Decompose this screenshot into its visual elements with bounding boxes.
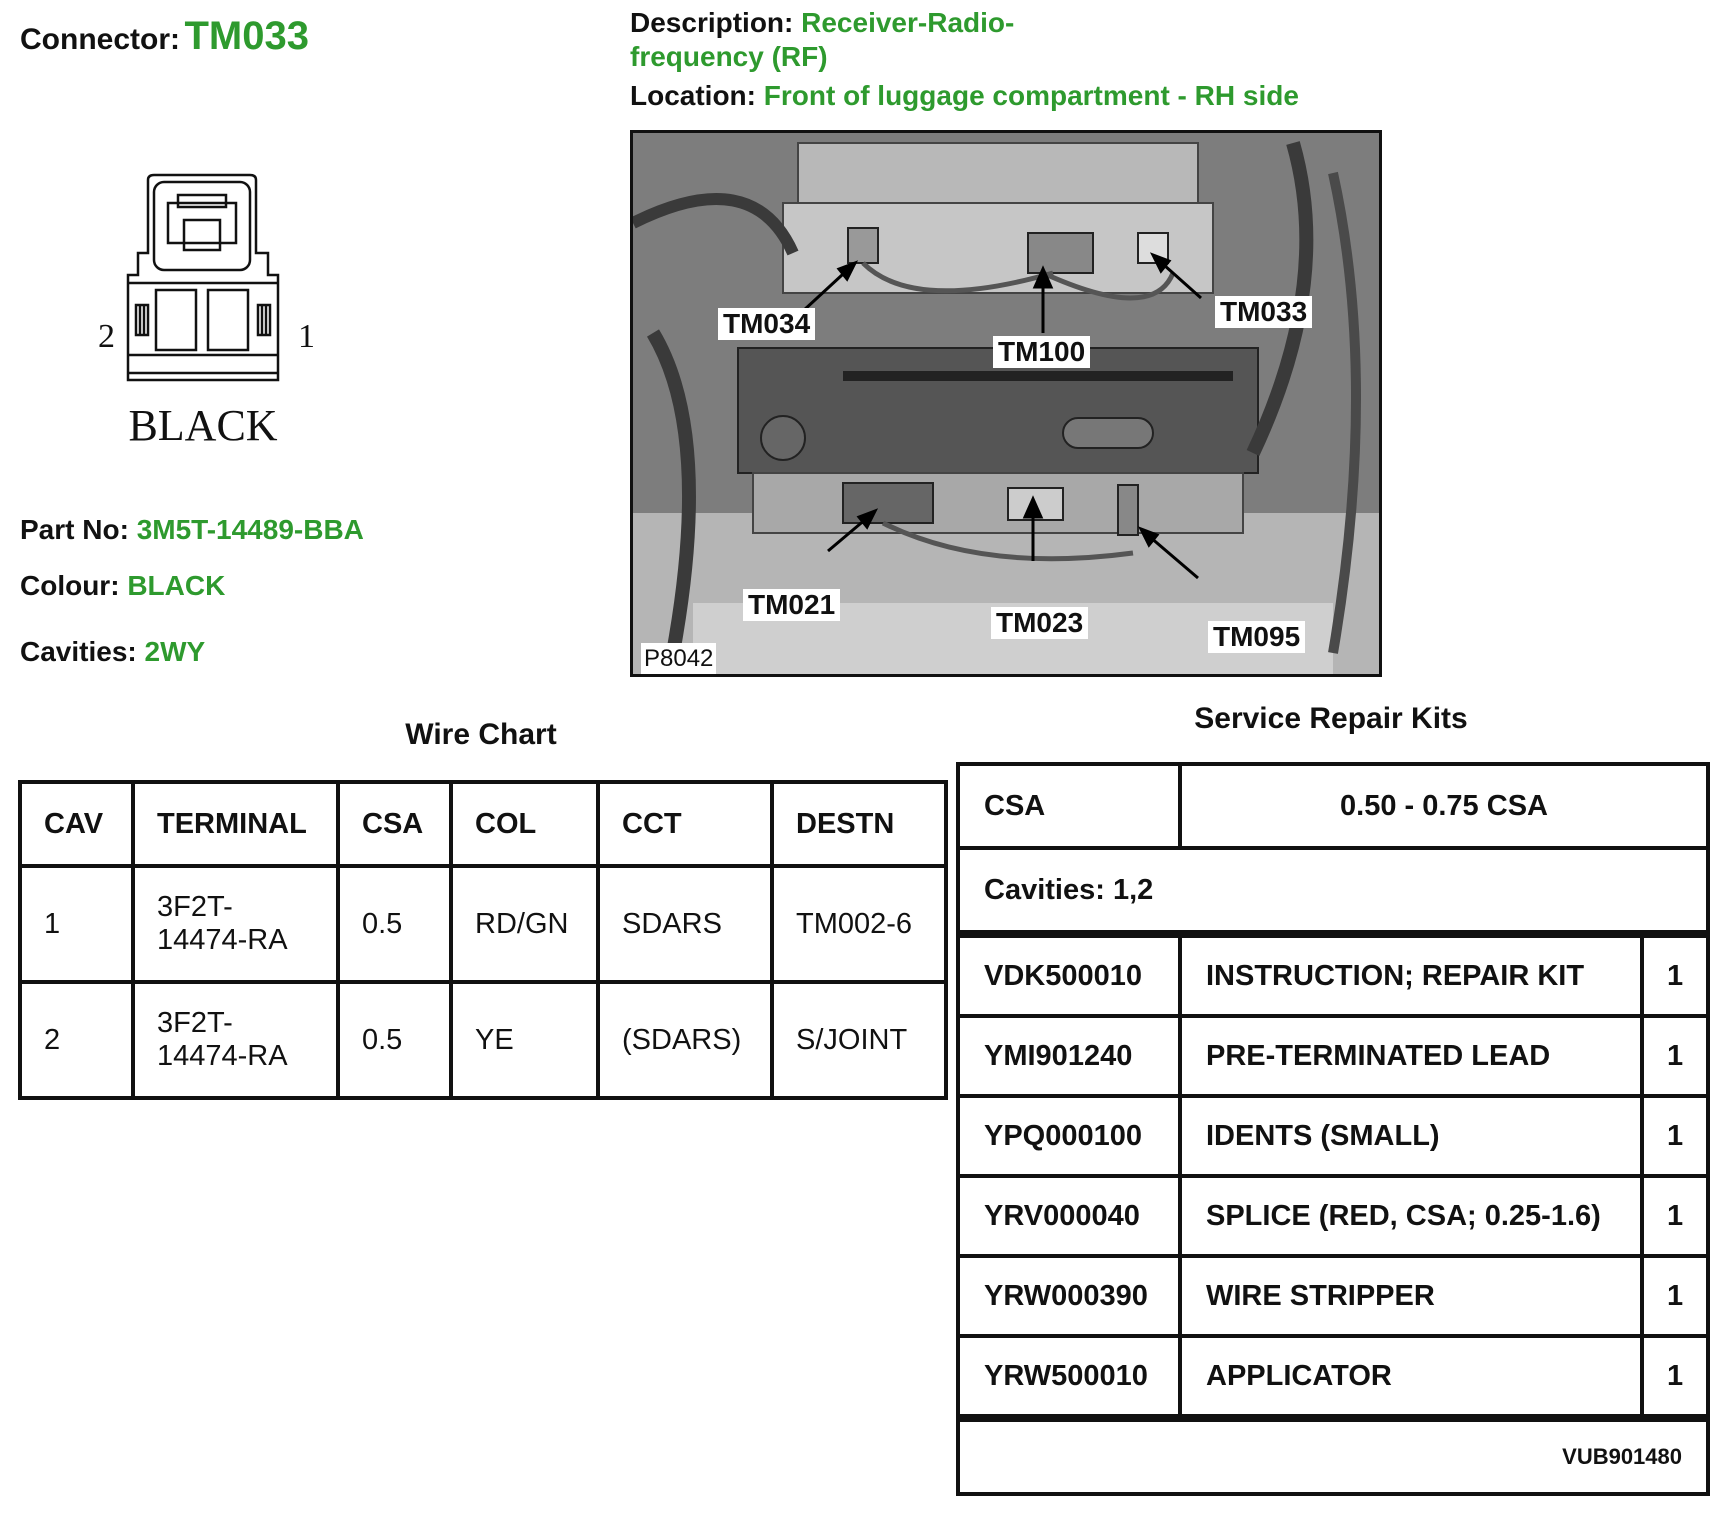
connector-label: Connector:: [20, 23, 180, 56]
cell-cav: 1: [20, 866, 133, 982]
cell-cct: SDARS: [598, 866, 772, 982]
location-field: [630, 80, 1299, 112]
photo-tag-tm034: TM034: [718, 308, 815, 340]
kit-desc: SPLICE (RED, CSA; 0.25-1.6): [1180, 1176, 1642, 1256]
description-label: Description:: [630, 7, 794, 38]
csa-value: 0.50 - 0.75 CSA: [1180, 764, 1708, 848]
header-csa: CSA: [338, 782, 451, 866]
kit-code: YRV000040: [958, 1176, 1180, 1256]
location-photo: [630, 130, 1382, 677]
photo-tag-tm021: TM021: [743, 589, 840, 621]
csa-label: CSA: [958, 764, 1180, 848]
kit-desc: IDENTS (SMALL): [1180, 1096, 1642, 1176]
pin-2-label: 2: [98, 318, 115, 355]
photo-tag-tm023: TM023: [991, 607, 1088, 639]
cavities-value: 2WY: [144, 636, 206, 667]
cell-cct: (SDARS): [598, 982, 772, 1098]
kit-code: YPQ000100: [958, 1096, 1180, 1176]
header-cct: CCT: [598, 782, 772, 866]
kit-code: YRW000390: [958, 1256, 1180, 1336]
table-row: [958, 1176, 1708, 1256]
wire-chart-table: [18, 780, 948, 1100]
kit-reference: VUB901480: [958, 1418, 1708, 1494]
table-row: [20, 982, 946, 1098]
cell-col: RD/GN: [451, 866, 598, 982]
kit-desc: WIRE STRIPPER: [1180, 1256, 1642, 1336]
location-label: Location:: [630, 80, 756, 111]
description-value-line1: Receiver-Radio-: [801, 7, 1015, 38]
table-row: [958, 1096, 1708, 1176]
cavities-row: [958, 848, 1708, 934]
colour-field: [20, 570, 225, 602]
reference-row: [958, 1418, 1708, 1494]
part-number-label: Part No:: [20, 514, 129, 545]
cell-terminal: 3F2T-14474-RA: [133, 866, 338, 982]
photo-tag-tm033: TM033: [1215, 296, 1312, 328]
kit-qty: 1: [1642, 1336, 1708, 1418]
kit-qty: 1: [1642, 1016, 1708, 1096]
cell-csa: 0.5: [338, 982, 451, 1098]
cell-cav: 2: [20, 982, 133, 1098]
diagram-colour-label: BLACK: [128, 401, 278, 450]
kit-qty: 1: [1642, 1096, 1708, 1176]
header-destn: DESTN: [772, 782, 946, 866]
header-col: COL: [451, 782, 598, 866]
cavities-field: [20, 636, 205, 668]
table-row: [958, 934, 1708, 1016]
kit-qty: 1: [1642, 934, 1708, 1016]
cell-col: YE: [451, 982, 598, 1098]
repair-kits-table: [956, 762, 1710, 1496]
table-row: [958, 1016, 1708, 1096]
cavities-label: Cavities:: [20, 636, 137, 667]
kit-qty: 1: [1642, 1256, 1708, 1336]
connector-face-diagram: [70, 165, 350, 465]
connector-value: TM033: [184, 14, 309, 58]
photo-tag-tm095: TM095: [1208, 621, 1305, 653]
connector-field: [20, 14, 309, 59]
part-number-value: 3M5T-14489-BBA: [136, 514, 364, 545]
colour-value: BLACK: [127, 570, 226, 601]
table-row: [958, 1336, 1708, 1418]
part-number-field: [20, 514, 364, 546]
colour-label: Colour:: [20, 570, 120, 601]
cell-destn: S/JOINT: [772, 982, 946, 1098]
kit-desc: PRE-TERMINATED LEAD: [1180, 1016, 1642, 1096]
csa-row: [958, 764, 1708, 848]
location-value: Front of luggage compartment - RH side: [763, 80, 1299, 111]
photo-ref: P8042: [641, 643, 716, 675]
description-value-line2: frequency (RF): [630, 41, 828, 72]
pin-1-label: 1: [298, 318, 315, 355]
cell-csa: 0.5: [338, 866, 451, 982]
kit-desc: INSTRUCTION; REPAIR KIT: [1180, 934, 1642, 1016]
wire-chart-title: Wire Chart: [405, 718, 557, 751]
cell-terminal: 3F2T-14474-RA: [133, 982, 338, 1098]
kit-qty: 1: [1642, 1176, 1708, 1256]
repair-kits-title: Service Repair Kits: [1194, 702, 1468, 735]
table-row: [20, 866, 946, 982]
photo-tag-tm100: TM100: [993, 336, 1090, 368]
header-terminal: TERMINAL: [133, 782, 338, 866]
table-row: [958, 1256, 1708, 1336]
kit-desc: APPLICATOR: [1180, 1336, 1642, 1418]
cell-destn: TM002-6: [772, 866, 946, 982]
wire-chart-header-row: [20, 782, 946, 866]
header-cav: CAV: [20, 782, 133, 866]
kit-cavities: Cavities: 1,2: [958, 848, 1708, 934]
kit-code: YRW500010: [958, 1336, 1180, 1418]
kit-code: VDK500010: [958, 934, 1180, 1016]
kit-code: YMI901240: [958, 1016, 1180, 1096]
description-field: [630, 6, 1014, 74]
